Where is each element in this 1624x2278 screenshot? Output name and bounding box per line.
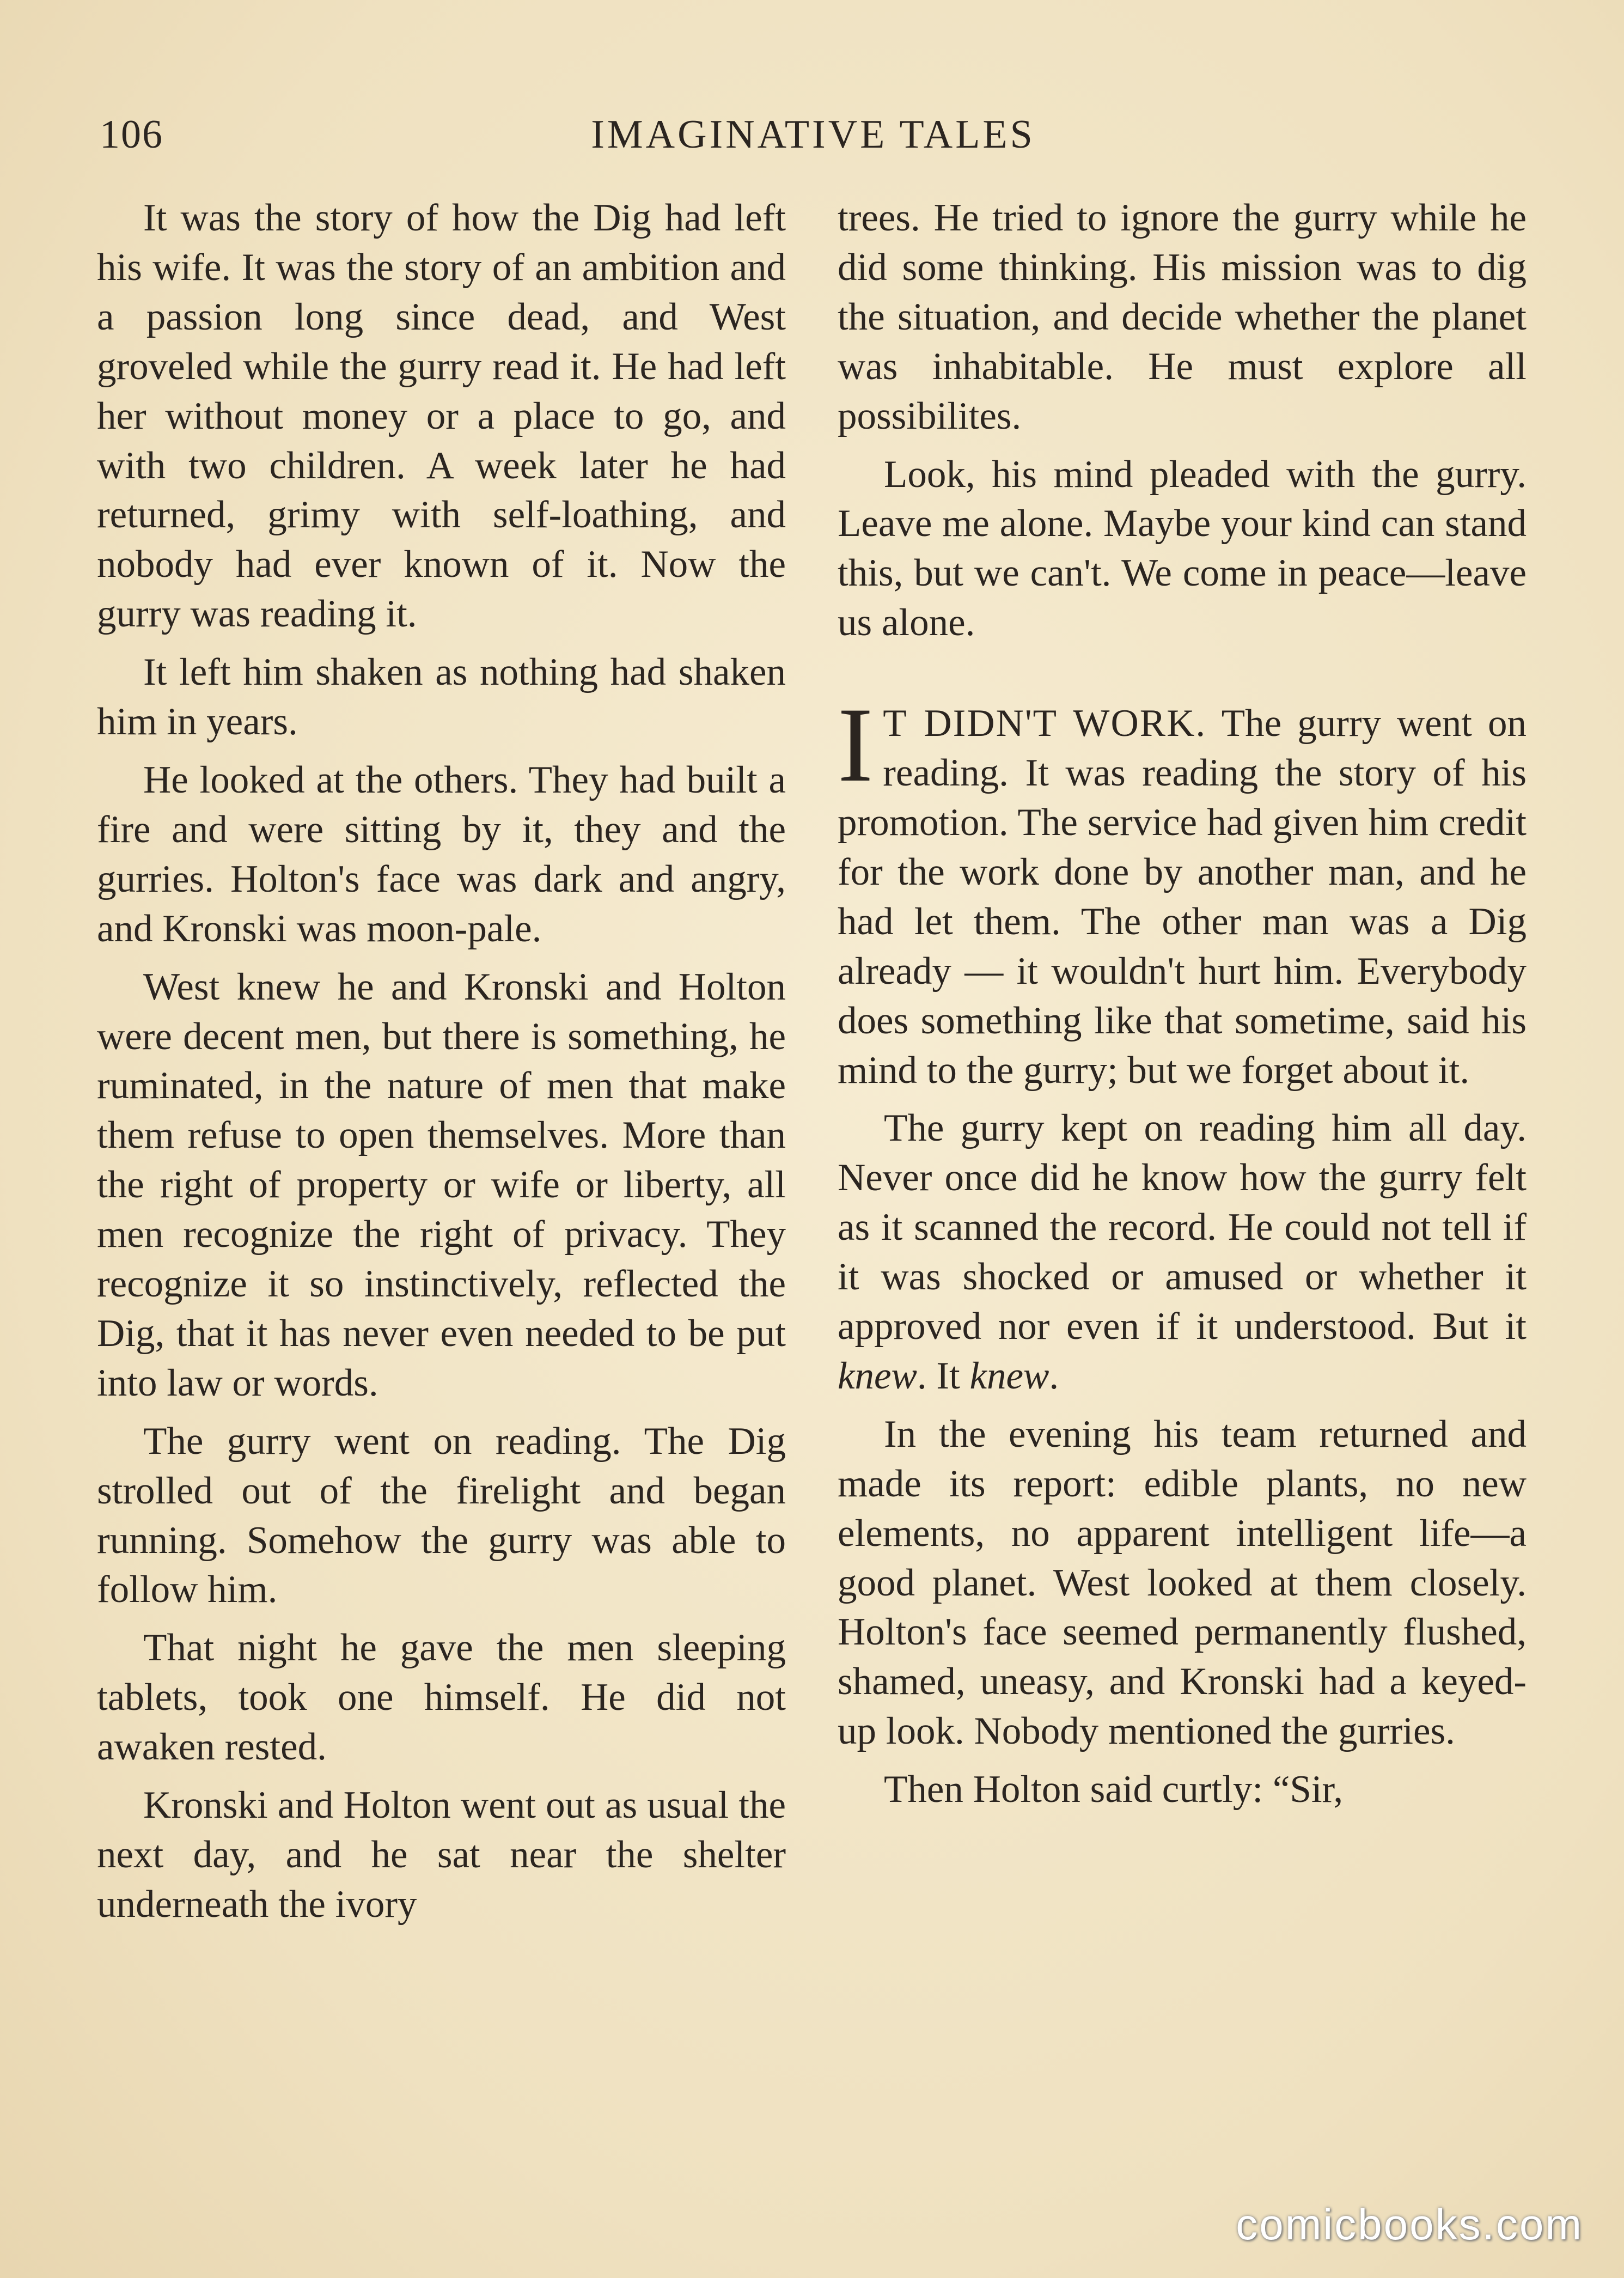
watermark: comicbooks.com: [1236, 2200, 1583, 2249]
paragraph: trees. He tried to ignore the gurry while he did some thinking. His mission was to dig the situation, and decide whether the planet was inhabitable. He must explore all possibilites.: [838, 197, 1527, 437]
paragraph-text: The gurry kept on reading him all day. Never once did he know how the gurry felt as it scanned the record. He could not tell if it was shocked or amused or whether it approved nor even if it understood. But it: [838, 1107, 1527, 1348]
paragraph-text: .: [1049, 1354, 1059, 1397]
paragraph: It left him shaken as nothing had shaken him in years.: [97, 651, 786, 744]
drop-cap-paragraph: [838, 686, 1527, 1095]
right-column: [838, 193, 1527, 1823]
paragraph: The gurry went on reading. The Dig strolled out of the firelight and began running. Somehow the gurry was able to follow him.: [97, 1420, 786, 1611]
paragraph: Look, his mind pleaded with the gurry. Leave me alone. Maybe your kind can stand this, but we can't. We come in peace—leave us alone.: [838, 453, 1527, 644]
paragraph: West knew he and Kronski and Holton were decent men, but there is something, he ruminated, in the nature of men that make them refuse to open themselves. More than the right of property or wife or liberty, all men recognize the right of privacy. They recognize it so instinctively, reflected the Dig, that it has never even needed to be put into law or words.: [97, 965, 786, 1404]
paragraph: In the evening his team returned and made its report: edible plants, no new elements, no apparent intelligent life—a good planet. West looked at them closely. Holton's face seemed permanently flushed, shamed, uneasy, and Kronski had a keyed-up look. Nobody mentioned the gurries.: [838, 1412, 1527, 1753]
italic-word: knew: [969, 1354, 1049, 1397]
paragraph: Then Holton said curtly: “Sir,: [884, 1768, 1344, 1811]
paragraph: It was the story of how the Dig had left his wife. It was the story of an ambition and a passion long since dead, and West groveled while the gurry read it. He had left her without money or a place to go, and with two children. A week later he had returned, grimy with self-loathing, and nobody had ever known of it. Now the gurry was reading it.: [97, 197, 786, 636]
italic-word: knew: [838, 1354, 917, 1397]
page-header: [100, 112, 1527, 172]
paragraph-text: . It: [917, 1354, 970, 1397]
drop-cap-paragraph-text: The gurry went on reading. It was reading the story of his promotion. The service had given him credit for the work done by another man, and he had let them. The other man was a Dig already — it wouldn't hurt him. Everybody does something like that sometime, said his mind to the gurry; but we forget about it.: [838, 702, 1527, 1092]
paragraph: That night he gave the men sleeping tablets, took one himself. He did not awaken rested.: [97, 1627, 786, 1769]
running-title: IMAGINATIVE TALES: [591, 112, 1035, 157]
paragraph: Kronski and Holton went out as usual the next day, and he sat near the shelter underneath the ivory: [97, 1784, 786, 1926]
page-number: 106: [100, 112, 163, 157]
paragraph: [838, 1104, 1527, 1400]
paragraph: He looked at the others. They had built a fire and were sitting by it, they and the gurries. Holton's face was dark and angry, and Kronski was moon-pale.: [97, 758, 786, 950]
left-column: [97, 193, 786, 1938]
drop-cap: I: [838, 686, 874, 805]
section-break: [838, 656, 1527, 699]
drop-cap-lead: T DIDN'T WORK.: [883, 702, 1207, 745]
